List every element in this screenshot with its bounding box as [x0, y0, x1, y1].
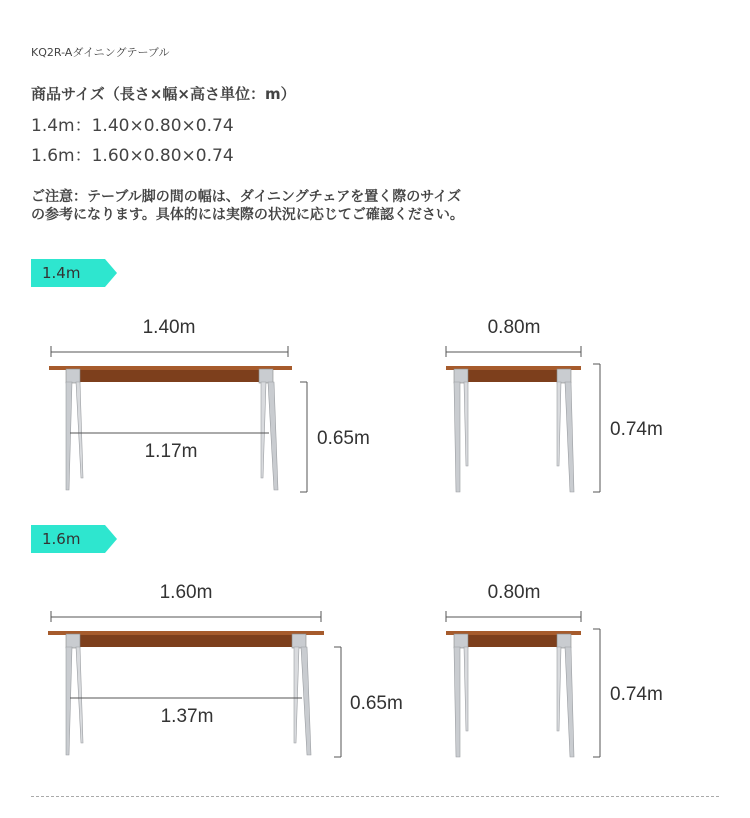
side-height-label: 0.74m	[610, 419, 663, 440]
table-diagram-1-6m	[0, 565, 750, 775]
section-tag-label: 1.4m	[42, 264, 81, 282]
table-leg	[261, 382, 266, 478]
apron	[68, 370, 273, 382]
front-leg-gap-label: 1.37m	[160, 706, 214, 727]
size-heading: 商品サイズ（長さ×幅×高さ単位：m）	[31, 85, 296, 103]
front-height-label: 0.65m	[350, 693, 403, 714]
leg-bracket	[259, 369, 273, 383]
table-leg	[76, 382, 83, 478]
bottom-divider	[31, 796, 719, 797]
leg-bracket	[66, 369, 80, 383]
table-leg	[557, 382, 561, 466]
size-line-1-4m: 1.4m：1.40×0.80×0.74	[31, 116, 234, 136]
leg-bracket	[557, 369, 571, 383]
leg-bracket	[557, 634, 571, 648]
table-leg	[557, 647, 561, 731]
table-leg	[565, 382, 574, 492]
leg-bracket	[454, 634, 468, 648]
apron	[462, 635, 567, 647]
side-width-label: 0.80m	[487, 317, 541, 338]
tabletop	[48, 631, 324, 635]
table-leg	[301, 647, 311, 755]
table-leg	[66, 647, 72, 755]
front-leg-gap-label: 1.17m	[144, 441, 198, 462]
side-view	[446, 317, 663, 492]
table-leg	[66, 382, 72, 490]
table-leg	[454, 382, 460, 492]
table-leg	[454, 647, 460, 757]
section-tag-label: 1.6m	[42, 530, 81, 548]
apron	[462, 370, 567, 382]
table-leg	[268, 382, 278, 490]
front-length-label: 1.60m	[159, 582, 213, 603]
section-tag-1-4m	[31, 259, 105, 287]
leg-bracket	[292, 634, 306, 648]
table-leg	[76, 647, 83, 743]
section-tag-1-6m	[31, 525, 105, 553]
table-leg	[294, 647, 299, 743]
note-line-1: ご注意：テーブル脚の間の幅は、ダイニングチェアを置く際のサイズ	[31, 189, 462, 205]
leg-bracket	[454, 369, 468, 383]
table-diagram-1-4m	[0, 300, 750, 510]
table-leg	[464, 647, 468, 731]
apron	[68, 635, 306, 647]
tabletop	[49, 366, 292, 370]
product-name: KQ2R-Aダイニングテーブル	[31, 46, 170, 59]
leg-bracket	[66, 634, 80, 648]
front-view	[48, 582, 403, 757]
side-height-label: 0.74m	[610, 684, 663, 705]
table-leg	[464, 382, 468, 466]
table-leg	[565, 647, 574, 757]
note-line-2: の参考になります。具体的には実際の状況に応じてご確認ください。	[31, 207, 464, 223]
front-length-label: 1.40m	[142, 317, 196, 338]
side-view	[446, 582, 663, 757]
front-view	[49, 317, 370, 492]
front-height-label: 0.65m	[317, 428, 370, 449]
size-line-1-6m: 1.6m：1.60×0.80×0.74	[31, 146, 234, 166]
side-width-label: 0.80m	[487, 582, 541, 603]
